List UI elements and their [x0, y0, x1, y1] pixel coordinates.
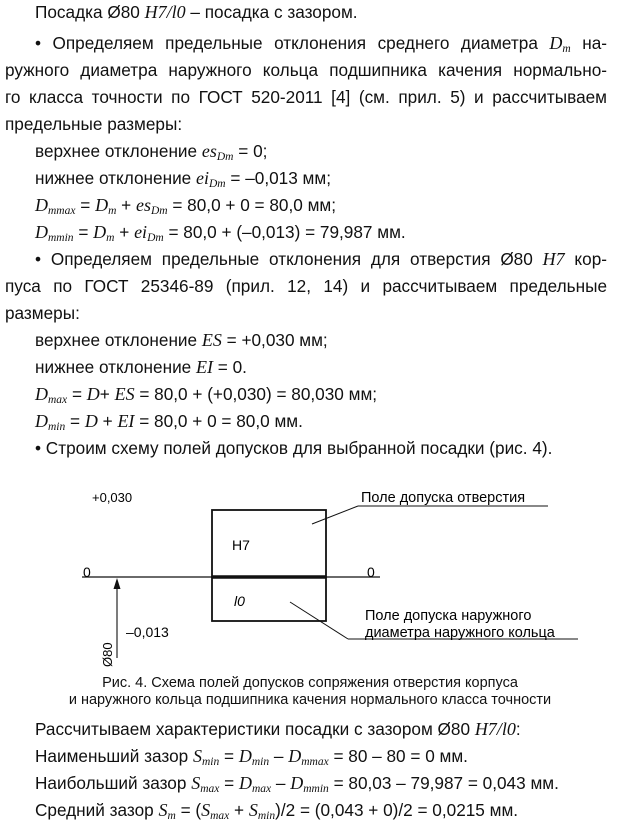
zero-left-label: 0	[83, 564, 91, 580]
hole-field-caption: Поле допуска отверстия	[361, 490, 526, 506]
diameter-label: Ø80	[100, 642, 115, 667]
para2-line1: • Определяем предельные отклонения среднего диаметра $D_m$ на-	[35, 33, 607, 55]
para5-line: Рассчитываем характеристики посадки с зазором Ø80 H7/l0:	[35, 719, 521, 739]
zero-right-label: 0	[367, 564, 375, 580]
upper-deviation-label: +0,030	[92, 490, 133, 505]
dmmax-line: $D_{mmax} = D_m + es_{Dm} = 80,0 + 0 = 80,0$ мм;	[35, 195, 337, 217]
tolerance-diagram	[0, 480, 620, 670]
EI-line: нижнее отклонение EI = 0.	[35, 357, 247, 377]
hole-field-label: H7	[232, 537, 250, 553]
dmax-line: $D_{max} = D+$ ES = 80,0 + (+0,030) = 80,030 мм;	[35, 384, 378, 406]
para2-line2: ружного диаметра наружного кольца подшипника качения нормально-	[5, 60, 607, 80]
figure-caption-line2: и наружного кольца подшипника качения нормального класса точности	[68, 692, 552, 708]
para3-line2: пуса по ГОСТ 25346-89 (прил. 12, 14) и рассчитываем предельные	[5, 276, 607, 296]
ring-field-caption-1: Поле допуска наружного	[365, 608, 532, 624]
sm-line: Средний зазор $S_m = (S_{max} + S_{min})/2 = (0,043 + 0)/2 = 0,0215$ мм.	[35, 800, 519, 822]
para2-line3: го класса точности по ГОСТ 520-2011 [4] (см. прил. 5) и рассчитываем	[5, 87, 607, 107]
hole-field-rect	[212, 510, 326, 577]
smin-line: Наименьший зазор $S_{min} = D_{min} - D_{mmax} = 80 - 80 = 0$ мм.	[35, 746, 468, 768]
para2-line4: предельные размеры:	[5, 114, 183, 134]
para3-line1: • Определяем предельные отклонения для отверстия Ø80 H7 кор-	[35, 249, 607, 269]
shaft-field-label: l0	[234, 593, 245, 609]
para4-line: • Строим схему полей допусков для выбранной посадки (рис. 4).	[35, 438, 553, 458]
smax-line: Наибольший зазор $S_{max} = D_{max} - D_{mmin} = 80,03 - 79,987 = 0,043$ мм.	[35, 773, 559, 795]
ES-line: верхнее отклонение ES = +0,030 мм;	[35, 330, 328, 350]
hole-leader-line	[312, 506, 358, 524]
dmin-line: $D_{min} = D$ + EI = 80,0 + 0 = 80,0 мм.	[35, 411, 303, 433]
ring-field-caption-2: диаметра наружного кольца	[365, 625, 555, 641]
es-line: верхнее отклонение $es_{Dm} = 0$;	[35, 141, 268, 163]
lower-deviation-label: –0,013	[126, 624, 169, 640]
figure-caption-line1: Рис. 4. Схема полей допусков сопряжения отверстия корпуса	[102, 675, 518, 691]
para3-line3: размеры:	[5, 303, 80, 323]
fit-line: Посадка Ø80 H7/l0 – посадка с зазором.	[35, 2, 358, 22]
diameter-arrow-head	[114, 578, 121, 589]
ei-line: нижнее отклонение $ei_{Dm} = -0,013$ мм;	[35, 168, 331, 190]
dmmin-line: $D_{mmin} = D_m + ei_{Dm} = 80,0 + (-0,013) = 79,987$ мм.	[35, 222, 406, 244]
